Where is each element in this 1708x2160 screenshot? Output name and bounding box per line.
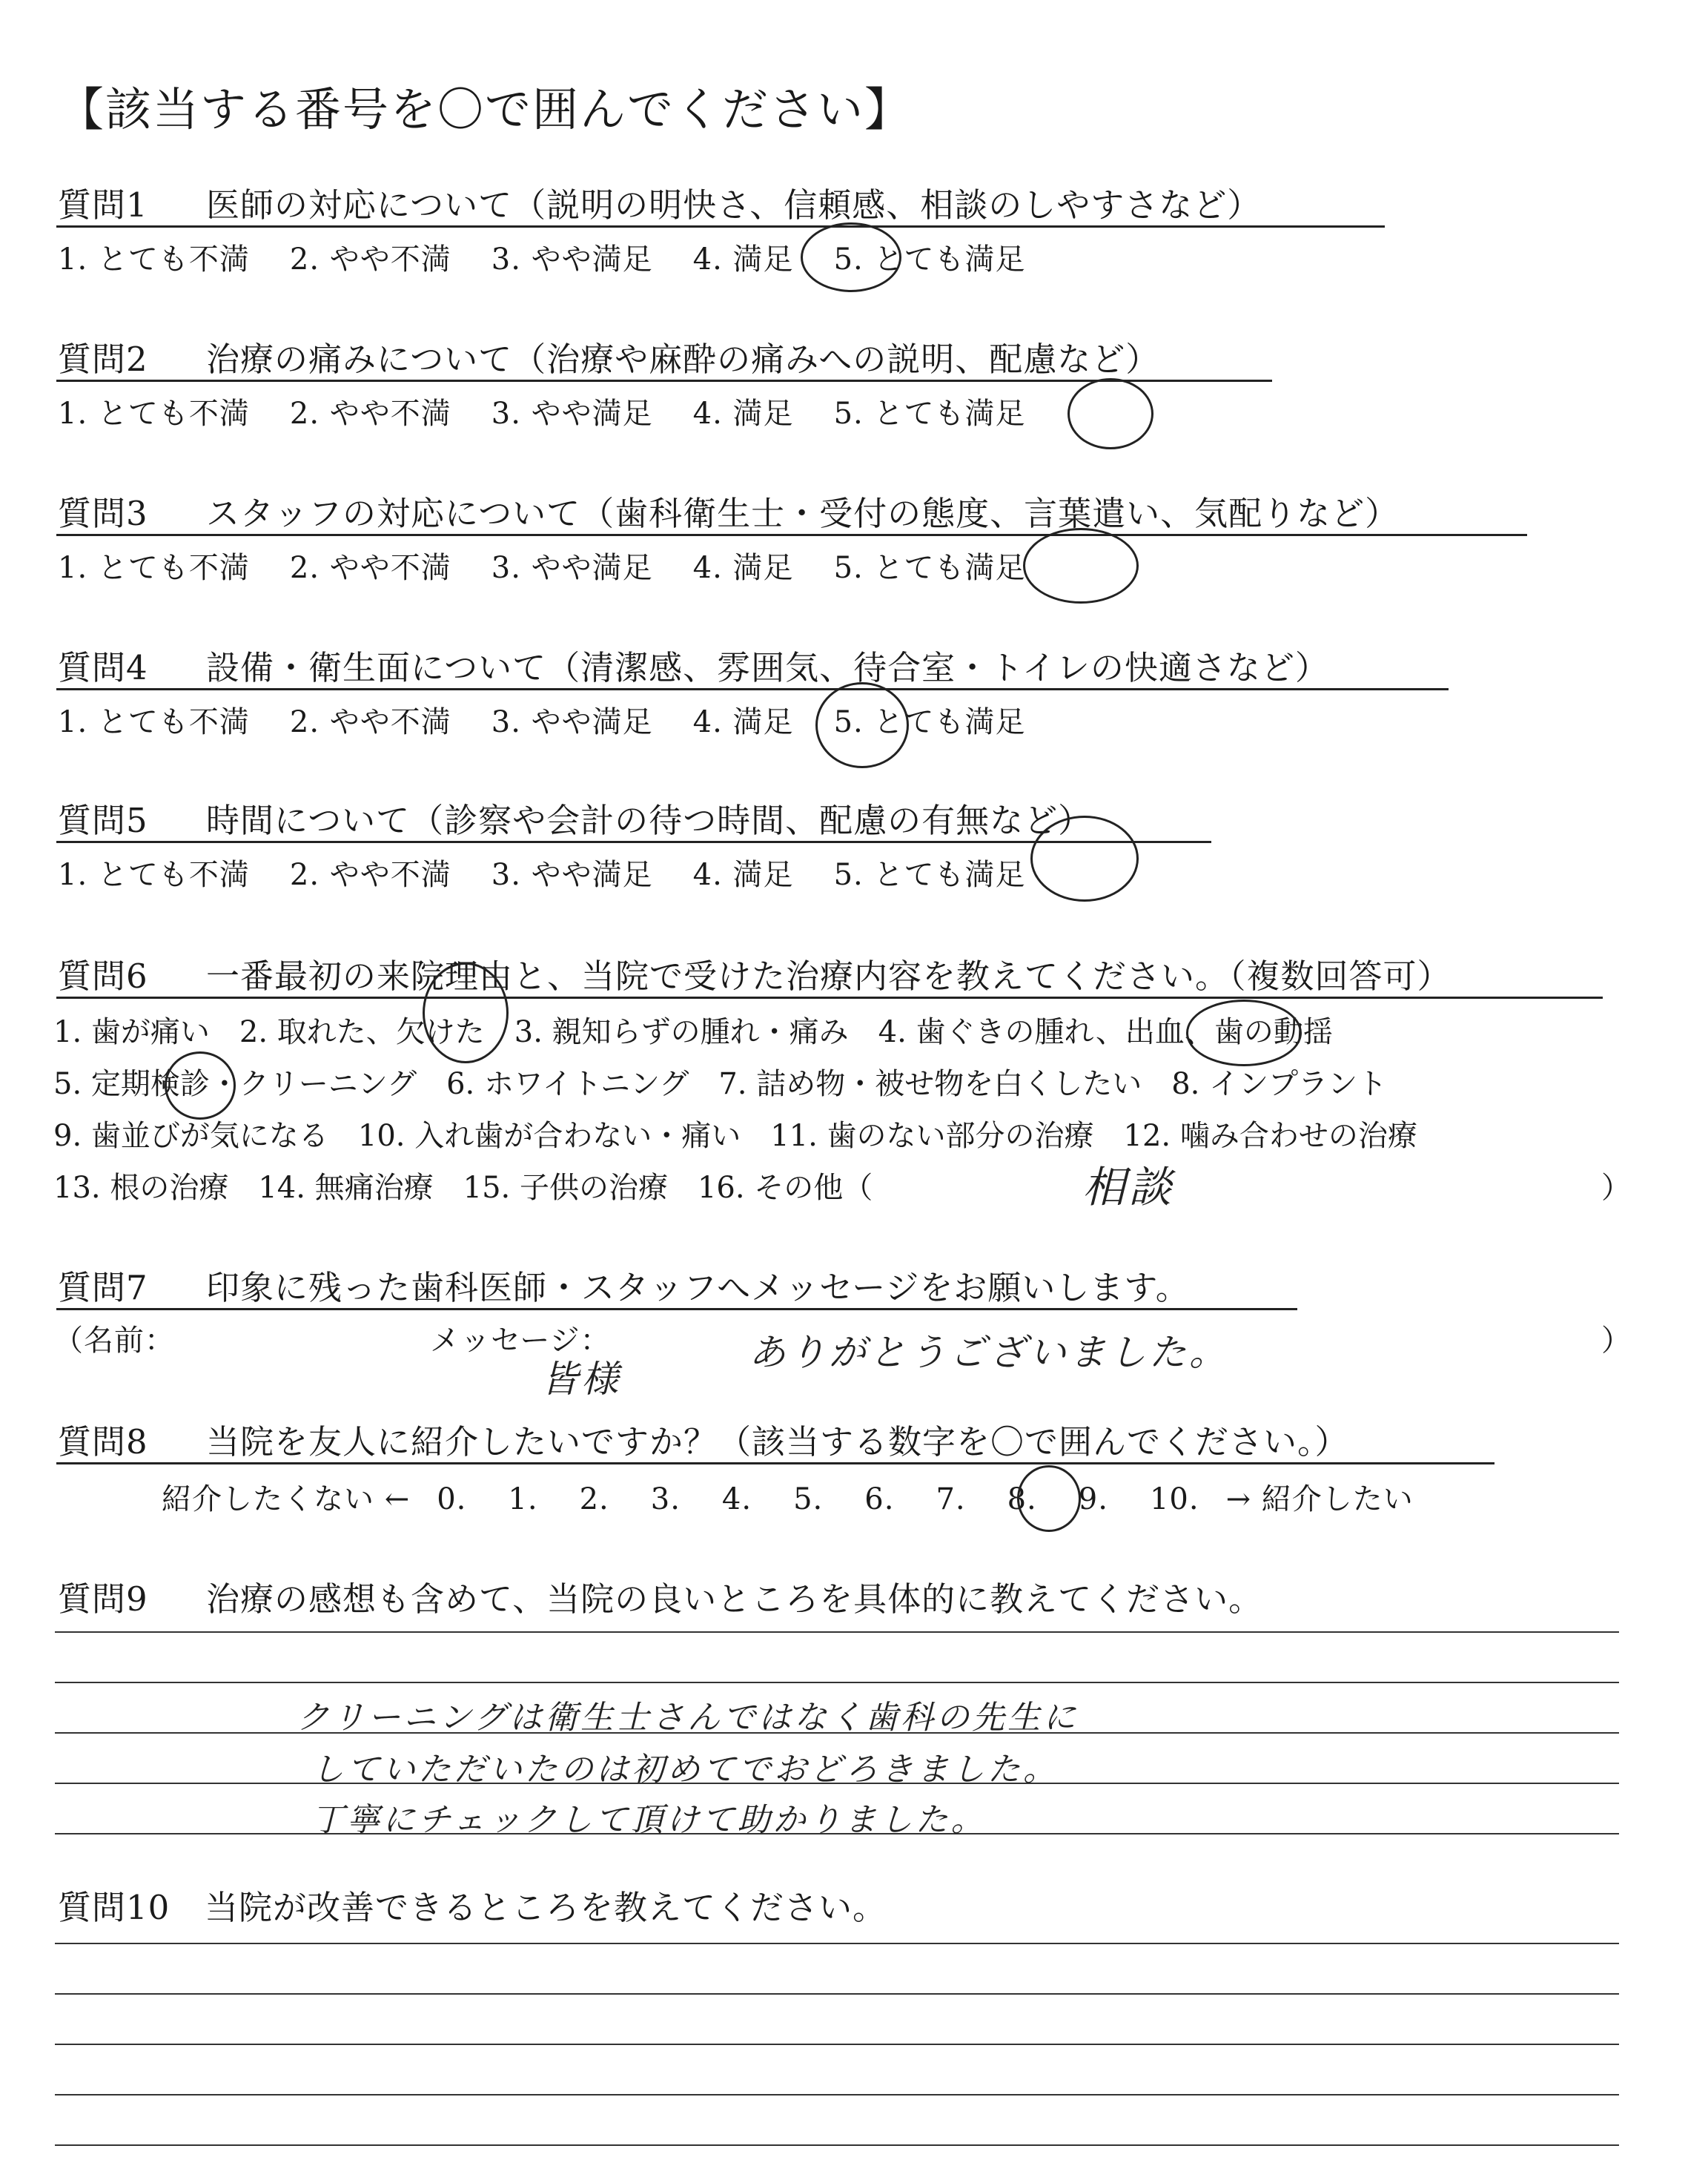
- answer-line: [55, 2144, 1619, 2146]
- title-underline: [56, 225, 1385, 228]
- question-6-row[interactable]: 9. 歯並びが気になる 10. 入れ歯が合わない・痛い 11. 歯のない部分の治療 12. 噛み合わせの治療: [53, 1119, 1417, 1153]
- other-answer-handwriting: 相談: [1082, 1162, 1175, 1212]
- question-6-row[interactable]: 13. 根の治療 14. 無痛治療 15. 子供の治療 16. その他（: [53, 1171, 873, 1205]
- question-2-options: [58, 390, 1065, 432]
- question-3-options: [58, 544, 1065, 587]
- title-underline: [56, 997, 1603, 999]
- scale-right-label: → 紹介したい: [1225, 1482, 1414, 1516]
- question-text: 医師の対応について（説明の明快さ、信頼感、相談のしやすさなど）: [206, 185, 1262, 225]
- form-heading: 【該当する番号を〇で囲んでください】: [58, 82, 913, 136]
- title-underline: [56, 841, 1211, 843]
- option[interactable]: 1. とても不満: [58, 705, 250, 739]
- question-4-options: [58, 698, 1065, 741]
- option[interactable]: 4. 満足: [692, 705, 794, 739]
- question-number: 質問3: [58, 494, 148, 533]
- question-6-row[interactable]: 5. 定期検診・クリーニング 6. ホワイトニング 7. 詰め物・被せ物を白くしたい 8. インプラント: [53, 1067, 1388, 1101]
- question-1-options: [58, 236, 1065, 278]
- answer-line: [55, 2094, 1619, 2095]
- option[interactable]: 2. やや不満: [289, 705, 451, 739]
- option[interactable]: 3. やや満足: [491, 705, 653, 739]
- option[interactable]: 2. やや不満: [289, 242, 451, 277]
- close-paren: ）: [1601, 1324, 1631, 1358]
- question-1-title: [58, 178, 1261, 226]
- scale-value[interactable]: 0.: [437, 1482, 467, 1516]
- name-label: （名前：: [53, 1324, 175, 1358]
- question-8-title: [58, 1415, 1349, 1463]
- answer-line: [55, 1993, 1619, 1995]
- option[interactable]: 1. とても不満: [58, 397, 250, 431]
- question-number: 質問9: [58, 1579, 148, 1619]
- question-text: 設備・衛生面について（清潔感、雰囲気、待合室・トイレの快適さなど）: [206, 648, 1329, 687]
- option[interactable]: 5. とても満足: [833, 397, 1026, 431]
- name-handwriting: 皆様: [541, 1358, 621, 1401]
- option[interactable]: 4. 満足: [692, 858, 794, 892]
- answer-handwriting: していただいたのは初めてでおどろきました。: [311, 1751, 1059, 1789]
- question-number: 質問5: [58, 801, 148, 840]
- option[interactable]: 2. やや不満: [289, 858, 451, 892]
- answer-handwriting: クリーニングは衛生士さんではなく歯科の先生に: [297, 1699, 1079, 1737]
- question-text: 治療の感想も含めて、当院の良いところを具体的に教えてください。: [206, 1579, 1263, 1619]
- scale-value[interactable]: 3.: [650, 1482, 681, 1516]
- scale-value[interactable]: 5.: [793, 1482, 824, 1516]
- question-text: 当院を友人に紹介したいですか？（該当する数字を〇で囲んでください。）: [206, 1422, 1349, 1462]
- question-number: 質問4: [58, 648, 148, 687]
- question-5-options: [58, 851, 1065, 894]
- question-6-row[interactable]: 1. 歯が痛い 2. 取れた、欠けた 3. 親知らずの腫れ・痛み 4. 歯ぐきの腫れ、出血、歯の動揺: [53, 1015, 1333, 1049]
- question-3-title: [58, 486, 1399, 535]
- option[interactable]: 4. 満足: [692, 242, 794, 277]
- option[interactable]: 3. やや満足: [491, 242, 653, 277]
- option[interactable]: 1. とても不満: [58, 551, 250, 585]
- question-number: 質問1: [58, 185, 148, 225]
- answer-handwriting: 丁寧にチェックして頂けて助かりました。: [311, 1801, 987, 1839]
- title-underline: [56, 688, 1449, 690]
- question-number: 質問8: [58, 1422, 148, 1462]
- option[interactable]: 5. とても満足: [833, 858, 1026, 892]
- question-text: 治療の痛みについて（治療や麻酔の痛みへの説明、配慮など）: [206, 340, 1160, 379]
- option[interactable]: 3. やや満足: [491, 397, 653, 431]
- option[interactable]: 5. とても満足: [833, 551, 1026, 585]
- question-text: 時間について（診察や会計の待つ時間、配慮の有無など）: [206, 801, 1093, 840]
- option[interactable]: 1. とても不満: [58, 858, 250, 892]
- question-4-title: [58, 641, 1329, 689]
- scale-value[interactable]: 2.: [579, 1482, 609, 1516]
- question-5-title: [58, 793, 1092, 842]
- question-text: スタッフの対応について（歯科衛生士・受付の態度、言葉遣い、気配りなど）: [206, 494, 1400, 533]
- close-paren: ）: [1601, 1171, 1631, 1205]
- title-underline: [56, 1308, 1297, 1310]
- option[interactable]: 3. やや満足: [491, 858, 653, 892]
- option[interactable]: 2. やや不満: [289, 397, 451, 431]
- question-number: 質問7: [58, 1268, 148, 1307]
- title-underline: [56, 534, 1527, 536]
- question-10-title: [58, 1880, 887, 1929]
- message-handwriting: ありがとうございました。: [749, 1331, 1229, 1374]
- option[interactable]: 4. 満足: [692, 397, 794, 431]
- question-7-title: [58, 1261, 1190, 1309]
- option[interactable]: 5. とても満足: [833, 242, 1026, 277]
- option[interactable]: 1. とても不満: [58, 242, 250, 277]
- scale-value[interactable]: 7.: [936, 1482, 966, 1516]
- answer-line: [55, 1682, 1619, 1683]
- question-2-title: [58, 332, 1159, 380]
- answer-line: [55, 2044, 1619, 2045]
- question-number: 質問2: [58, 340, 148, 379]
- scale-value[interactable]: 10.: [1149, 1482, 1199, 1516]
- option[interactable]: 2. やや不満: [289, 551, 451, 585]
- answer-circle: [1068, 378, 1153, 449]
- question-number: 質問6: [58, 957, 148, 996]
- answer-line: [55, 1943, 1619, 1944]
- title-underline: [56, 380, 1272, 382]
- title-underline: [56, 1462, 1494, 1464]
- question-8-scale: [162, 1476, 1414, 1518]
- question-text: 印象に残った歯科医師・スタッフへメッセージをお願いします。: [206, 1268, 1190, 1307]
- question-9-title: [58, 1572, 1262, 1620]
- option[interactable]: 5. とても満足: [833, 705, 1026, 739]
- question-number: 質問10: [58, 1888, 171, 1927]
- option[interactable]: 4. 満足: [692, 551, 794, 585]
- option[interactable]: 3. やや満足: [491, 551, 653, 585]
- scale-value[interactable]: 1.: [508, 1482, 538, 1516]
- scale-left-label: 紹介したくない ←: [162, 1482, 411, 1516]
- scale-value[interactable]: 8.: [1007, 1482, 1037, 1516]
- question-text: 一番最初の来院理由と、当院で受けた治療内容を教えてください。（複数回答可）: [206, 957, 1452, 996]
- question-text: 当院が改善できるところを教えてください。: [205, 1888, 887, 1927]
- scale-value[interactable]: 9.: [1078, 1482, 1108, 1516]
- question-6-title: [58, 949, 1452, 997]
- scale-value[interactable]: 6.: [864, 1482, 895, 1516]
- answer-line: [55, 1631, 1619, 1633]
- scale-value[interactable]: 4.: [721, 1482, 752, 1516]
- message-label: メッセージ：: [430, 1324, 611, 1358]
